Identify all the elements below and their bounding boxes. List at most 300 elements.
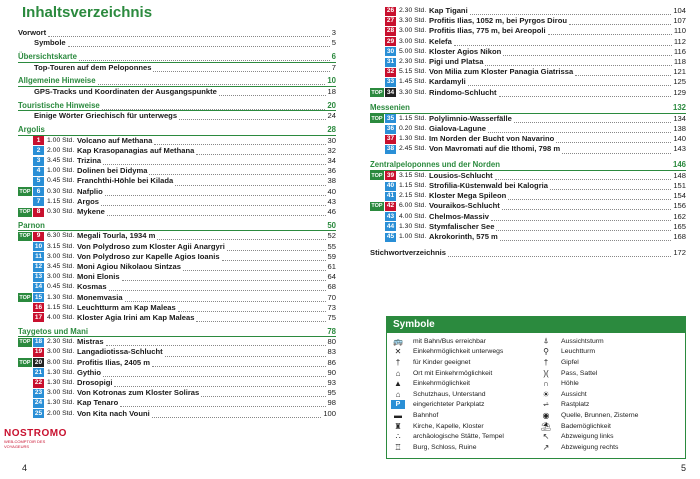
tour-name: Mykene [77, 207, 105, 216]
tour-number: 1 [33, 136, 44, 145]
tour-page: 61 [327, 261, 336, 271]
top-spacer [370, 192, 384, 201]
symbol-icon: ✕ [394, 347, 402, 357]
tour-time: 5.15 Std. [399, 68, 427, 76]
tour-time: 2.30 Std. [399, 57, 427, 65]
tour-name: Pigi und Platsa [429, 56, 484, 66]
tour-name: Gialova-Lagune [429, 124, 486, 134]
tour-number: 26 [386, 7, 395, 14]
top-badge: TOP [19, 233, 31, 240]
top-spacer [370, 222, 384, 231]
tour-page: 68 [327, 282, 336, 292]
tour-name: Franchthi-Höhle bei Kilada [77, 176, 174, 186]
tour-row [370, 134, 686, 144]
symbol-icon: ∴ [395, 432, 401, 442]
tour-page: 156 [673, 201, 686, 211]
top-spacer [18, 368, 32, 377]
dot-leader [105, 188, 326, 196]
tour-row [18, 388, 336, 398]
tour-name: Chelmos-Massiv [429, 211, 489, 221]
tour-row [370, 26, 686, 36]
symbol-entry [539, 400, 681, 411]
tour-row [18, 368, 336, 378]
tour-page: 55 [327, 241, 336, 251]
tour-row [18, 347, 336, 357]
tour-number: 39 [386, 171, 395, 179]
tour-time: 1.30 Std. [399, 135, 427, 143]
toc-page: 24 [327, 111, 336, 121]
region-name: Parnon [18, 220, 45, 230]
tour-time: 3.00 Std. [47, 252, 75, 260]
dot-leader [79, 53, 330, 61]
tour-time: 3.30 Std. [399, 88, 427, 96]
tour-page: 129 [673, 87, 686, 97]
tour-page: 52 [327, 231, 336, 241]
tour-row [370, 16, 686, 26]
tour-time: 3.45 Std. [47, 157, 75, 165]
tour-row [370, 67, 686, 77]
tour-row [370, 222, 686, 232]
tour-time: 1.30 Std. [399, 222, 427, 230]
tour-name: Drosopigi [77, 378, 113, 387]
tour-name: Von Mavromati auf die Ithomi, 798 m [429, 144, 561, 154]
tour-number: 3 [33, 157, 44, 166]
dot-leader [107, 208, 326, 216]
tour-page: 121 [673, 67, 686, 77]
tour-row [370, 181, 686, 191]
toc-entry [18, 111, 336, 121]
tour-row [370, 144, 686, 154]
toc-left [18, 28, 336, 423]
tour-page: 110 [673, 26, 686, 36]
tour-name: Argos [77, 196, 99, 206]
symbol-text: Einkehrmöglichkeit [413, 380, 471, 388]
top-spacer [18, 379, 32, 388]
tour-name: Dolinen bei Didyma [77, 166, 148, 176]
top-badge: TOP [19, 188, 31, 195]
dot-leader [154, 137, 325, 145]
tour-time: 3.00 Std. [399, 37, 427, 45]
symbol-entry [539, 368, 681, 379]
symbol-text: Quelle, Brunnen, Zisterne [561, 411, 639, 419]
tour-time: 1.30 Std. [47, 399, 75, 407]
top-spacer [18, 252, 32, 261]
tour-time: 3.00 Std. [399, 27, 427, 35]
tour-time: 3.30 Std. [399, 17, 427, 25]
symbol-icon: † [395, 357, 401, 367]
top-spacer [18, 263, 32, 272]
tour-number: 36 [386, 125, 395, 133]
tour-number: 25 [34, 409, 43, 417]
tour-name: Kloster Agios Nikon [429, 46, 502, 56]
tour-row [18, 156, 336, 166]
tour-time: 4.00 Std. [47, 313, 75, 321]
tour-row [18, 166, 336, 176]
tour-time: 3.00 Std. [47, 273, 75, 281]
tour-row [370, 124, 686, 134]
tour-page: 162 [673, 211, 686, 221]
tour-number: 33 [386, 78, 395, 86]
section-page: 20 [327, 100, 336, 110]
tour-name: Nafplio [77, 186, 103, 196]
toc-section [18, 52, 336, 72]
top-spacer [370, 7, 384, 16]
dot-leader [488, 125, 671, 133]
section-page: 10 [327, 76, 336, 86]
top-spacer [18, 348, 32, 357]
symbol-icon: ▲ [394, 379, 402, 389]
toc-page: 18 [327, 86, 336, 96]
tour-page: 75 [327, 312, 336, 322]
symbol-icon: ▬ [394, 410, 402, 420]
tour-page: 118 [673, 56, 686, 66]
top-spacer [370, 47, 384, 56]
tour-time: 2.30 Std. [399, 7, 427, 14]
dot-leader [569, 17, 671, 25]
tour-number: 23 [34, 389, 43, 397]
symbol-icon: P [391, 400, 405, 409]
tour-name: Stymfalischer See [429, 221, 495, 231]
page-title: Inhaltsverzeichnis [22, 4, 153, 21]
tour-time: 0.45 Std. [47, 283, 75, 291]
tour-row [370, 191, 686, 201]
tour-page: 112 [673, 36, 686, 46]
dot-leader [454, 38, 672, 46]
tour-number: 4 [33, 167, 44, 176]
toc-label: Stichwortverzeichnis [370, 248, 446, 258]
tour-row [18, 207, 336, 217]
symbol-text: Abzweigung links [561, 433, 614, 441]
symbol-entry [391, 421, 533, 432]
symbol-entry [539, 378, 681, 389]
symbol-entry [539, 421, 681, 432]
tour-number: 38 [386, 145, 395, 153]
region-section [370, 161, 686, 243]
tour-time: 1.15 Std. [399, 182, 427, 189]
tour-name: Rindomo-Schlucht [429, 87, 497, 97]
symbol-icon: ∩ [543, 379, 549, 389]
symbol-icon: ⌂ [395, 368, 401, 378]
tour-name: Volcano auf Methana [77, 135, 153, 145]
tour-row [370, 6, 686, 16]
tour-name: Gythio [77, 367, 102, 377]
dot-leader [575, 68, 671, 76]
tour-page: 43 [327, 196, 336, 206]
top-spacer [370, 212, 384, 221]
tour-page: 83 [327, 347, 336, 357]
region-name: Argolis [18, 125, 45, 134]
symbol-text: Kirche, Kapelle, Kloster [413, 422, 484, 430]
index-entry [370, 248, 686, 258]
symbol-text: Bahnhof [413, 411, 439, 419]
region-heading [18, 327, 336, 337]
symbol-entry [391, 410, 533, 421]
symbol-text: Einkehrmöglichkeit unterwegs [413, 348, 504, 356]
top-spacer [370, 233, 384, 242]
tour-row [370, 37, 686, 47]
tour-page: 134 [673, 113, 686, 123]
symbol-entry [539, 431, 681, 442]
dot-leader [103, 369, 326, 377]
symbol-icon: ⚲ [543, 347, 549, 357]
top-spacer [370, 78, 384, 87]
region-section [18, 327, 336, 419]
tour-time: 0.45 Std. [47, 177, 75, 185]
tour-page: 38 [327, 176, 336, 186]
dot-leader [448, 249, 671, 257]
top-spacer [18, 177, 32, 186]
symbol-text: mit Bahn/Bus erreichbar [413, 337, 486, 345]
tour-row [18, 231, 336, 241]
tour-name: Im Norden der Bucht von Navarino [429, 134, 555, 144]
tour-number: 19 [34, 348, 43, 356]
dot-leader [222, 253, 326, 261]
top-spacer [18, 313, 32, 322]
tour-page: 140 [673, 134, 686, 144]
tour-number: 5 [33, 177, 44, 186]
tour-number: 7 [33, 197, 44, 206]
tour-number: 21 [34, 368, 43, 376]
dot-leader [68, 39, 330, 47]
tour-page: 95 [327, 388, 336, 398]
tour-name: Kelefa [429, 36, 452, 46]
symbol-icon: ⛱ [540, 421, 552, 431]
top-spacer [370, 58, 384, 67]
tour-page: 168 [673, 231, 686, 241]
top-badge: TOP [371, 172, 383, 179]
tour-row [370, 88, 686, 98]
tour-page: 143 [673, 144, 686, 154]
tour-number: 32 [386, 68, 395, 76]
symbol-icon: † [543, 357, 549, 367]
dot-leader [485, 58, 671, 66]
region-page: 78 [327, 326, 336, 336]
tour-page: 138 [673, 124, 686, 134]
dot-leader [153, 64, 329, 72]
dot-leader [109, 283, 326, 291]
tour-name: Mistras [77, 337, 104, 347]
tour-row [18, 409, 336, 419]
tour-time: 6.00 Std. [399, 202, 427, 210]
dot-leader [183, 263, 326, 271]
top-spacer [18, 197, 32, 206]
tour-number: 13 [34, 273, 43, 281]
dot-leader [152, 410, 322, 418]
toc-entry [18, 63, 336, 73]
tour-page: 46 [327, 207, 336, 216]
dot-leader [178, 304, 326, 312]
region-heading [18, 221, 336, 231]
symbol-entry [539, 442, 681, 453]
symbol-entry [391, 357, 533, 368]
section-heading [18, 77, 336, 87]
region-section [18, 221, 336, 323]
toc-section [18, 101, 336, 121]
dot-leader [196, 147, 325, 155]
tour-name: Megali Tourla, 1934 m [77, 231, 156, 241]
tour-page: 70 [327, 292, 336, 302]
top-spacer [18, 167, 32, 176]
tour-time: 1.00 Std. [399, 232, 427, 240]
tour-number: 10 [34, 242, 43, 250]
tour-row [370, 47, 686, 57]
top-badge: TOP [371, 89, 383, 96]
tour-number: 41 [386, 192, 395, 200]
top-spacer [370, 125, 384, 134]
symbols-box [386, 316, 686, 459]
symbol-icon: ↖ [542, 432, 550, 442]
tour-time: 2.00 Std. [47, 409, 75, 417]
page-number-left: 4 [22, 463, 28, 473]
tour-page: 107 [673, 16, 686, 26]
tour-page: 165 [673, 221, 686, 231]
tour-time: 3.45 Std. [47, 262, 75, 270]
dot-leader [149, 167, 325, 175]
top-spacer [18, 273, 32, 282]
tour-number: 2 [33, 146, 44, 155]
tour-page: 151 [673, 181, 686, 190]
tour-page: 36 [327, 166, 336, 176]
tour-name: Profitis Ilias, 775 m, bei Areopoli [429, 26, 546, 36]
dot-leader [468, 78, 672, 86]
toc-page: 7 [331, 62, 336, 72]
tour-number: 43 [386, 212, 395, 220]
tour-number: 28 [386, 27, 395, 35]
tour-row [18, 262, 336, 272]
symbol-icon: ♖ [394, 442, 402, 452]
symbol-icon: ⩫ [542, 400, 550, 410]
tour-time: 3.00 Std. [47, 348, 75, 356]
tour-number: 44 [386, 222, 395, 230]
top-badge: TOP [19, 359, 31, 366]
symbol-entry [391, 389, 533, 400]
symbol-entry [391, 378, 533, 389]
tour-page: 86 [327, 357, 336, 367]
dot-leader [120, 399, 325, 407]
tour-page: 93 [327, 378, 336, 387]
tour-name: Kap Tenaro [77, 398, 119, 408]
tour-page: 100 [323, 408, 336, 418]
tour-name: Profitis Ilias, 1052 m, bei Pyrgos Dirou [429, 16, 568, 26]
region-heading [370, 104, 686, 114]
tour-page: 59 [327, 251, 336, 261]
tour-row [18, 303, 336, 313]
top-spacer [370, 17, 384, 26]
tour-row [18, 176, 336, 186]
symbol-icon: )( [543, 368, 549, 378]
top-spacer [18, 157, 32, 166]
tour-time: 2.30 Std. [47, 338, 75, 346]
symbol-text: für Kinder geeignet [413, 358, 471, 366]
tour-row [18, 358, 336, 368]
symbols-grid [387, 333, 685, 456]
tour-number: 22 [34, 379, 43, 386]
dot-leader [175, 178, 325, 186]
region-page: 28 [327, 125, 336, 134]
top-spacer [18, 242, 32, 251]
toc-entry [18, 28, 336, 38]
tour-name: Kloster Mega Spileon [429, 191, 507, 201]
tour-name: Akrokorinth, 575 m [429, 231, 498, 241]
dot-leader [125, 294, 326, 302]
tour-page: 30 [327, 135, 336, 145]
symbol-text: Abzweigung rechts [561, 443, 619, 451]
tour-number: 35 [386, 114, 395, 122]
top-spacer [370, 37, 384, 46]
tour-page: 73 [327, 302, 336, 312]
tour-row [18, 313, 336, 323]
symbol-text: Bademöglichkeit [561, 422, 611, 430]
tour-name: Moni Agiou Nikolaou Sintzas [77, 261, 181, 271]
symbol-icon: ☀ [542, 389, 550, 399]
toc-label: Vorwort [18, 28, 47, 37]
tour-name: Profitis Ilias, 2405 m [77, 357, 151, 367]
tour-name: Von Milia zum Kloster Panagia Giatrissa [429, 67, 574, 77]
tour-name: Moni Elonis [77, 272, 120, 282]
symbol-text: Aussicht [561, 390, 587, 398]
tour-time: 3.15 Std. [47, 242, 75, 250]
symbol-text: Ort mit Einkehrmöglichkeit [413, 369, 493, 377]
tour-number: 15 [34, 293, 43, 301]
tour-name: Kosmas [77, 282, 107, 292]
tour-row [18, 282, 336, 292]
top-badge: TOP [19, 339, 31, 346]
region-name: Messenien [370, 103, 410, 113]
tour-number: 11 [33, 252, 44, 261]
dot-leader [103, 157, 325, 165]
section-heading [18, 101, 336, 111]
dot-leader [179, 112, 326, 120]
tour-number: 29 [386, 37, 395, 45]
tour-row [370, 77, 686, 87]
top-badge: TOP [371, 203, 383, 210]
tour-row [18, 398, 336, 408]
tour-page: 148 [673, 170, 686, 180]
toc-label: GPS-Tracks und Koordinaten der Ausgangspunkte [34, 86, 217, 96]
tour-time: 2.15 Std. [399, 192, 427, 200]
dot-leader [500, 233, 672, 241]
tour-name: Strofilia-Küstenwald bei Kalogria [429, 181, 548, 190]
top-spacer [370, 68, 384, 77]
top-spacer [370, 182, 384, 191]
toc-page: 172 [673, 248, 686, 258]
symbol-entry [539, 347, 681, 358]
tour-number: 45 [386, 232, 395, 240]
tour-name: Kap Tigani [429, 6, 468, 15]
tour-row [370, 232, 686, 242]
symbol-entry [391, 442, 533, 453]
region-section [370, 104, 686, 155]
tour-page: 80 [327, 337, 336, 347]
tour-page: 34 [327, 156, 336, 166]
symbol-entry [539, 410, 681, 421]
dot-leader [165, 349, 326, 357]
dot-leader [562, 146, 671, 154]
tour-page: 116 [673, 46, 686, 56]
dot-leader [152, 359, 326, 367]
dot-leader [157, 232, 325, 240]
symbol-text: Leuchtturm [561, 348, 596, 356]
symbol-text: Schutzhaus, Unterstand [413, 390, 486, 398]
tour-time: 1.15 Std. [399, 114, 427, 122]
tour-number: 24 [34, 399, 43, 407]
dot-leader [508, 192, 671, 200]
dot-leader [196, 314, 325, 322]
toc-entry [18, 87, 336, 97]
tour-name: Lousios-Schlucht [429, 170, 493, 180]
tour-row [18, 136, 336, 146]
symbol-entry [391, 347, 533, 358]
